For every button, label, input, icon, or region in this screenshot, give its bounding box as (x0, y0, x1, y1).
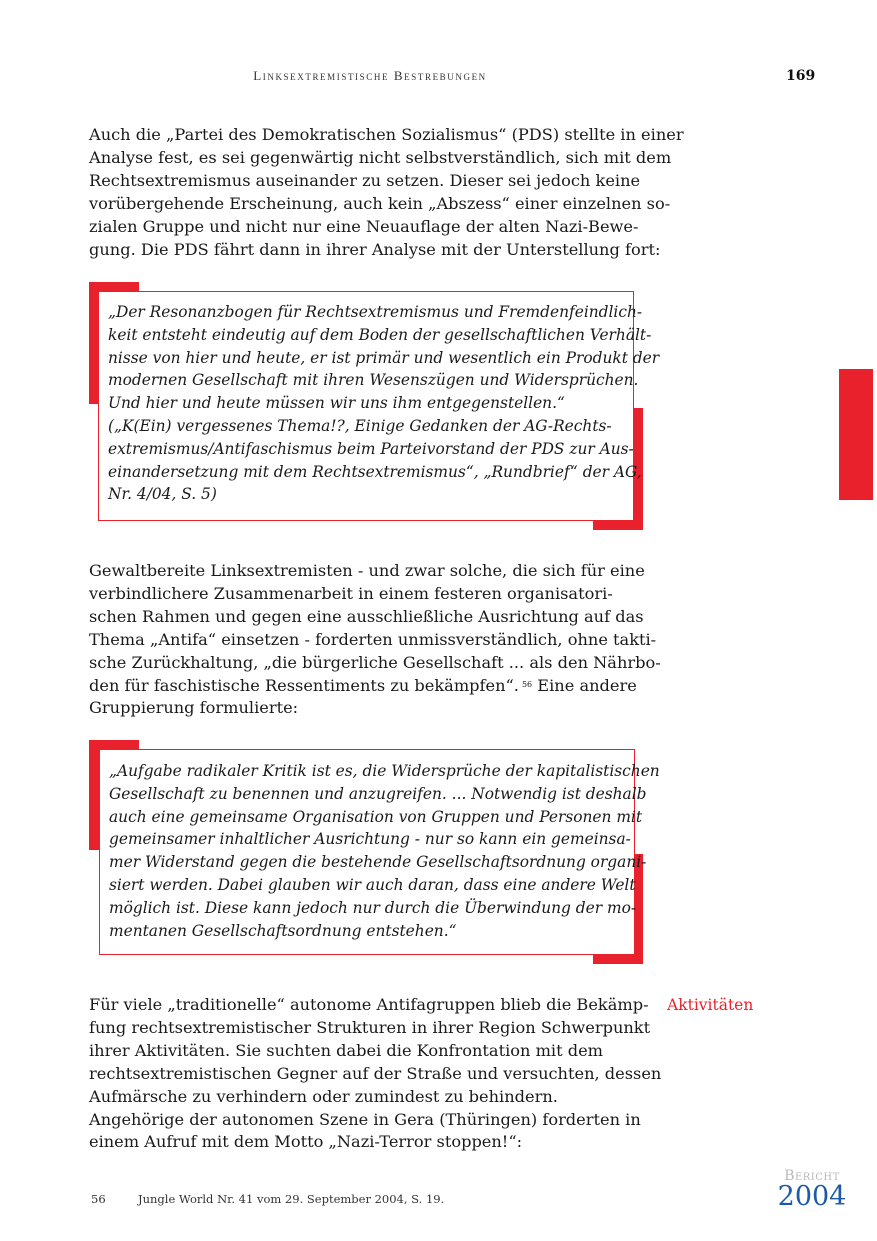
quote-line: mer Widerstand gegen die bestehende Gesellschaftsordnung organi- (109, 853, 647, 872)
quote-box (99, 749, 660, 955)
quote-line: modernen Gesellschaft mit ihren Wesenszügen und Widersprüchen. (108, 371, 639, 390)
text-line: Gewaltbereite Linksextremisten - und zwar solche, die sich für eine (89, 561, 645, 580)
quote-box (98, 291, 660, 521)
text-line: ihrer Aktivitäten. Sie suchten dabei die Konfrontation mit dem (89, 1040, 604, 1060)
text-segment: den für faschistische Ressentiments zu bekämpfen“. (89, 675, 519, 695)
text-line: verbindlichere Zusammenarbeit in einem festeren organisatori- (89, 583, 613, 603)
paragraph-intro (89, 124, 684, 261)
text-line: schen Rahmen und gegen eine ausschließliche Ausrichtung auf das (89, 606, 644, 626)
quote-source-line: („K(Ein) vergessenes Thema!?, Einige Gedanken der AG-Rechts- (108, 416, 612, 435)
footnote-text: Jungle World Nr. 41 vom 29. September 2004, S. 19. (138, 1192, 445, 1206)
quote-line: Und hier und heute müssen wir uns ihm entgegenstellen.“ (108, 394, 565, 413)
quote-line: „Aufgabe radikaler Kritik ist es, die Widersprüche der kapitalistischen (109, 762, 660, 780)
text-line: gung. Die PDS fährt dann in ihrer Analyse mit der Unterstellung fort: (89, 239, 661, 259)
text-line: rechtsextremistischen Gegner auf der Straße und versuchten, dessen (89, 1063, 662, 1083)
quote-line: mentanen Gesellschaftsordnung entstehen.“ (109, 921, 457, 940)
text-line: einem Aufruf mit dem Motto „Nazi-Terror stoppen!“: (89, 1132, 523, 1152)
text-line: Gruppierung formulierte: (89, 698, 299, 718)
footnote (91, 1192, 444, 1206)
quote-line: keit entsteht eindeutig auf dem Boden der gesellschaftlichen Verhält- (108, 325, 652, 344)
running-header: Linksextremistische Bestrebungen (253, 68, 487, 83)
text-line: Angehörige der autonomen Szene in Gera (Thüringen) forderten in (89, 1109, 641, 1129)
page-number: 169 (786, 68, 816, 84)
paragraph-antifa-groups (89, 994, 662, 1154)
quote-text (109, 760, 660, 942)
text-line: Thema „Antifa“ einsetzen - forderten unmissverständlich, ohne takti- (89, 629, 657, 649)
quote-source-line: Nr. 4/04, S. 5) (108, 485, 217, 504)
text-line: Analyse fest, es sei gegenwärtig nicht selbstverständlich, sich mit dem (89, 147, 672, 167)
quote-text (108, 301, 659, 506)
text-line: Aufmärsche zu verhindern oder zumindest zu behindern. (89, 1086, 558, 1106)
chapter-tab-marker (839, 369, 873, 500)
quote-line: Gesellschaft zu benennen und anzugreifen. ... Notwendig ist deshalb (109, 784, 647, 803)
text-line: fung rechtsextremistischer Strukturen in ihrer Region Schwerpunkt (89, 1017, 651, 1037)
bericht-2004-logo (776, 1168, 848, 1212)
quote-source-line: einandersetzung mit dem Rechtsextremismus“, „Rundbrief“ der AG, (108, 462, 642, 481)
text-line: Auch die „Partei des Demokratischen Sozialismus“ (PDS) stellte in einer (89, 125, 684, 144)
text-line: zialen Gruppe und nicht nur eine Neuauflage der alten Nazi-Bewe- (89, 216, 639, 236)
text-line-with-footnote (89, 675, 649, 698)
text-line: sche Zurückhaltung, „die bürgerliche Gesellschaft ... als den Nährbo- (89, 652, 661, 672)
logo-year: 2004 (777, 1181, 847, 1212)
quote-line: auch eine gemeinsame Organisation von Gruppen und Personen mit (109, 807, 643, 826)
footnote-number: 56 (91, 1192, 106, 1206)
margin-note-activities: Aktivitäten (667, 996, 754, 1014)
logo-word: Bericht (784, 1168, 840, 1184)
text-segment: Eine andere (532, 675, 637, 695)
quote-line: „Der Resonanzbogen für Rechtsextremismus und Fremdenfeindlich- (108, 303, 643, 321)
text-line: Rechtsextremismus auseinander zu setzen. Dieser sei jedoch keine (89, 170, 641, 190)
text-line: vorübergehende Erscheinung, auch kein „Abszess“ einer einzelnen so- (89, 193, 671, 213)
quote-line: siert werden. Dabei glauben wir auch daran, dass eine andere Welt (109, 875, 636, 894)
quote-line: möglich ist. Diese kann jedoch nur durch die Überwindung der mo- (109, 898, 637, 917)
text-line: Für viele „traditionelle“ autonome Antifagruppen blieb die Bekämp- (89, 995, 649, 1014)
quote-line: nisse von hier und heute, er ist primär und wesentlich ein Produkt der (108, 348, 660, 367)
paragraph-violent-leftists (89, 560, 661, 720)
quote-line: gemeinsamer inhaltlicher Ausrichtung - nur so kann ein gemeinsa- (109, 830, 631, 849)
quote-source-line: extremismus/Antifaschismus beim Parteivorstand der PDS zur Aus- (108, 439, 634, 458)
footnote-ref: 56 (521, 679, 533, 689)
